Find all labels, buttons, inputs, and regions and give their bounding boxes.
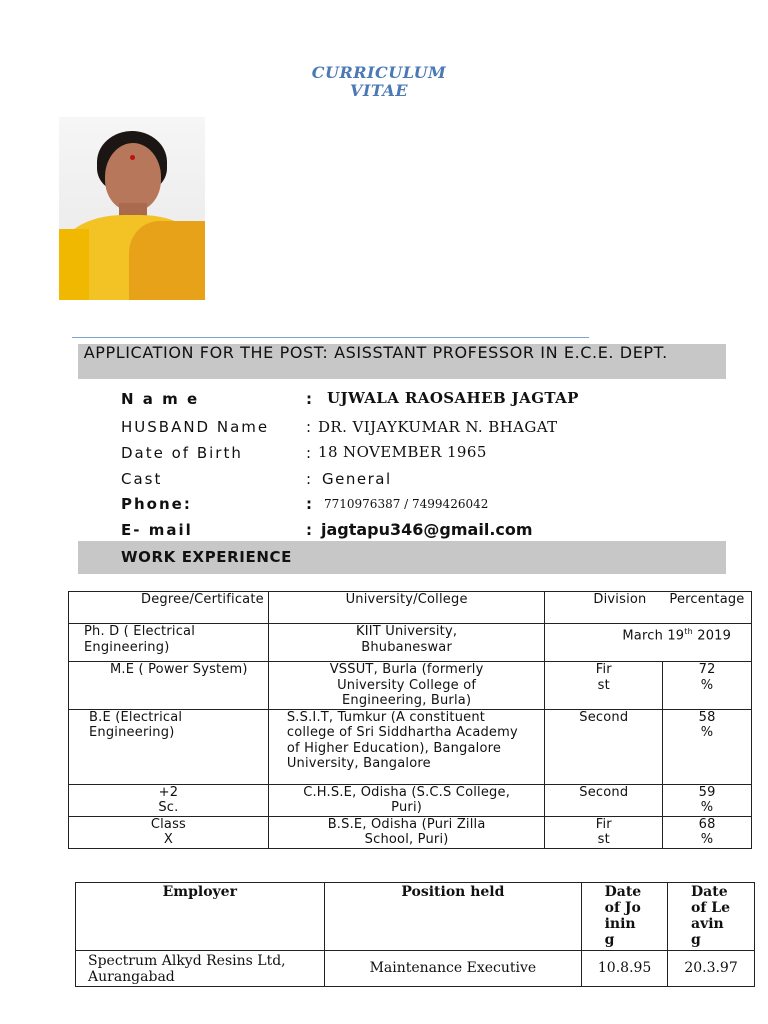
header-date-leaving: Date of Leaving — [668, 883, 755, 951]
employment-table — [75, 882, 755, 987]
cast-label: Cast — [121, 470, 163, 488]
row-leaving: 20.3.97 — [668, 951, 755, 987]
row-percent: 58 % — [663, 709, 752, 784]
header-position: Position held — [324, 883, 582, 951]
row-joining: 10.8.95 — [582, 951, 668, 987]
husband-sep: : — [306, 418, 312, 436]
document-title — [0, 64, 768, 100]
email-sep: : — [306, 521, 312, 539]
row-percent: 72 % — [663, 662, 752, 710]
table-row — [69, 784, 752, 816]
row-university: C.H.S.E, Odisha (S.C.S College, Puri) — [268, 784, 545, 816]
table-row — [69, 624, 752, 662]
work-experience-heading: WORK EXPERIENCE — [121, 548, 292, 566]
name-sep: : — [306, 390, 312, 408]
title-line-1: CURRICULUM — [311, 63, 447, 82]
row-university: S.S.I.T, Tumkur (A constituent college of Sri Siddhartha Academy of Higher Education), Bangalore University, Bangalore — [268, 709, 545, 784]
row-university: VSSUT, Burla (formerly University College of Engineering, Burla) — [268, 662, 545, 710]
divider-line — [72, 337, 589, 338]
education-header-row — [69, 592, 752, 624]
table-row — [69, 709, 752, 784]
education-table — [68, 591, 752, 849]
title-line-2: VITAE — [349, 81, 409, 100]
row-division: Second — [545, 784, 663, 816]
header-date-joining: Date of Joining — [582, 883, 668, 951]
husband-value: DR. VIJAYKUMAR N. BHAGAT — [318, 418, 558, 436]
phone-value: 7710976387 / 7499426042 — [324, 497, 489, 511]
dob-label: Date of Birth — [121, 444, 243, 462]
phone-sep: : — [306, 495, 312, 513]
row-division: Fir st — [545, 816, 663, 848]
header-degree: Degree/Certificate — [69, 592, 269, 624]
row-degree: Ph. D ( Electrical Engineering) — [69, 624, 269, 662]
cast-value: General — [322, 470, 392, 488]
header-division-percentage — [545, 592, 752, 624]
table-row — [69, 662, 752, 710]
row-degree: M.E ( Power System) — [69, 662, 269, 710]
profile-photo — [59, 117, 205, 300]
name-label: N a m e — [121, 390, 200, 408]
row-percent: 68 % — [663, 816, 752, 848]
dob-value: 18 NOVEMBER 1965 — [318, 443, 487, 461]
row-division: Fir st — [545, 662, 663, 710]
employment-header-row — [76, 883, 755, 951]
row-university: B.S.E, Odisha (Puri Zilla School, Puri) — [268, 816, 545, 848]
application-heading: APPLICATION FOR THE POST: ASISSTANT PROFESSOR IN E.C.E. DEPT. — [83, 343, 668, 362]
row-university: KIIT University, Bhubaneswar — [268, 624, 545, 662]
table-row — [69, 816, 752, 848]
row-degree: B.E (Electrical Engineering) — [69, 709, 269, 784]
header-employer: Employer — [76, 883, 325, 951]
header-university: University/College — [268, 592, 545, 624]
dob-sep: : — [306, 444, 312, 462]
row-division: March 19th 2019 — [545, 624, 752, 662]
header-division: Division — [593, 592, 647, 607]
row-degree: Class X — [69, 816, 269, 848]
row-division: Second — [545, 709, 663, 784]
email-value: jagtapu346@gmail.com — [321, 520, 533, 539]
name-value: UJWALA RAOSAHEB JAGTAP — [327, 389, 579, 407]
cast-sep: : — [306, 470, 312, 488]
row-degree: +2 Sc. — [69, 784, 269, 816]
husband-label: HUSBAND Name — [121, 418, 270, 436]
phone-label: Phone: — [121, 495, 192, 513]
email-label: E- mail — [121, 521, 193, 539]
row-percent: 59 % — [663, 784, 752, 816]
row-employer: Spectrum Alkyd Resins Ltd, Aurangabad — [76, 951, 325, 987]
header-percentage: Percentage — [669, 592, 745, 607]
table-row — [76, 951, 755, 987]
row-position: Maintenance Executive — [324, 951, 582, 987]
